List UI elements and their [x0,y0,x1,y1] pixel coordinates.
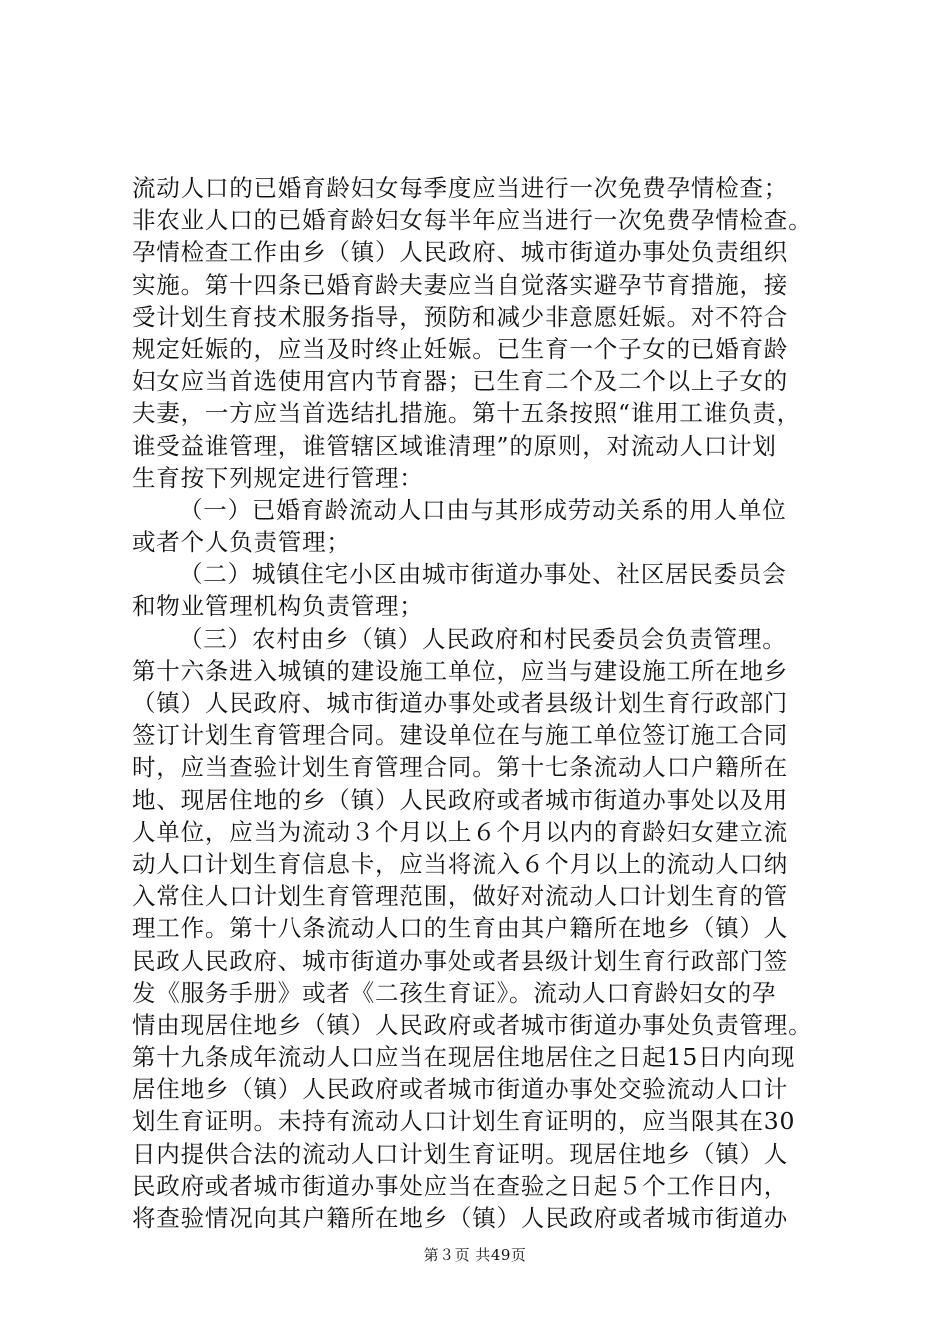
text-line: 实施。第十四条已婚育龄夫妻应当自觉落实避孕节育措施，接 [132,270,789,299]
text-line: 地、现居住地的乡（镇）人民政府或者城市街道办事处以及用 [132,785,789,814]
text-line: 动人口计划生育信息卡，应当将流入６个月以上的流动人口纳 [132,849,789,878]
text-line: 居住地乡（镇）人民政府或者城市街道办事处交验流动人口计 [132,1075,789,1104]
text-line: 将查验情况向其户籍所在地乡（镇）人民政府或者城市街道办 [132,1204,789,1232]
text-line: 划生育证明。未持有流动人口计划生育证明的，应当限其在30 [132,1107,796,1136]
text-line-indented: （三）农村由乡（镇）人民政府和村民委员会负责管理。 [179,624,787,653]
text-line: 或者个人负责管理； [132,528,351,557]
text-line: 生育按下列规定进行管理： [132,463,424,492]
text-line-indented: （一）已婚育龄流动人口由与其形成劳动关系的用人单位 [179,495,787,524]
text-line: 发《服务手册》或者《二孩生育证》。流动人口育龄妇女的孕 [132,978,777,1007]
text-line: 日内提供合法的流动人口计划生育证明。现居住地乡（镇）人 [132,1139,789,1168]
body-text [132,172,822,1234]
text-line: 人单位，应当为流动３个月以上６个月以内的育龄妇女建立流 [132,817,789,846]
text-line: 入常住人口计划生育管理范围，做好对流动人口计划生育的管 [132,882,789,911]
text-line: 签订计划生育管理合同。建设单位在与施工单位签订施工合同 [132,721,789,750]
text-line: 理工作。第十八条流动人口的生育由其户籍所在地乡（镇）人 [132,914,789,943]
text-line: 妇女应当首选使用宫内节育器；已生育二个及二个以上子女的 [132,367,789,396]
text-line: 夫妻，一方应当首选结扎措施。第十五条按照“谁用工谁负责， [132,399,801,428]
text-line: 受计划生育技术服务指导，预防和减少非意愿妊娠。对不符合 [132,302,789,331]
text-line: （镇）人民政府、城市街道办事处或者县级计划生育行政部门 [132,689,789,717]
text-line: 非农业人口的已婚育龄妇女每半年应当进行一次免费孕情检查。 [132,206,813,235]
text-line: 和物业管理机构负责管理； [132,592,424,621]
page-number-footer: 第３页 共49页 [423,1246,527,1264]
text-line: 民政人民政府、城市街道办事处或者县级计划生育行政部门签 [132,946,789,975]
text-line: 民政府或者城市街道办事处应当在查验之日起５个工作日内， [132,1171,789,1200]
text-line: 时，应当查验计划生育管理合同。第十七条流动人口户籍所在 [132,753,789,782]
text-line-indented: （二）城镇住宅小区由城市街道办事处、社区居民委员会 [179,560,787,589]
text-line: 谁受益谁管理，谁管辖区域谁清理”的原则，对流动人口计划 [132,431,777,460]
text-line: 第十九条成年流动人口应当在现居住地居住之日起15日内向现 [132,1043,796,1072]
text-line: 规定妊娠的，应当及时终止妊娠。已生育一个子女的已婚育龄 [132,334,789,363]
text-line: 第十六条进入城镇的建设施工单位，应当与建设施工所在地乡 [132,656,789,685]
text-line: 孕情检查工作由乡（镇）人民政府、城市街道办事处负责组织 [132,238,789,267]
text-line: 流动人口的已婚育龄妇女每季度应当进行一次免费孕情检查； [132,174,789,202]
text-line: 情由现居住地乡（镇）人民政府或者城市街道办事处负责管理。 [132,1010,813,1039]
